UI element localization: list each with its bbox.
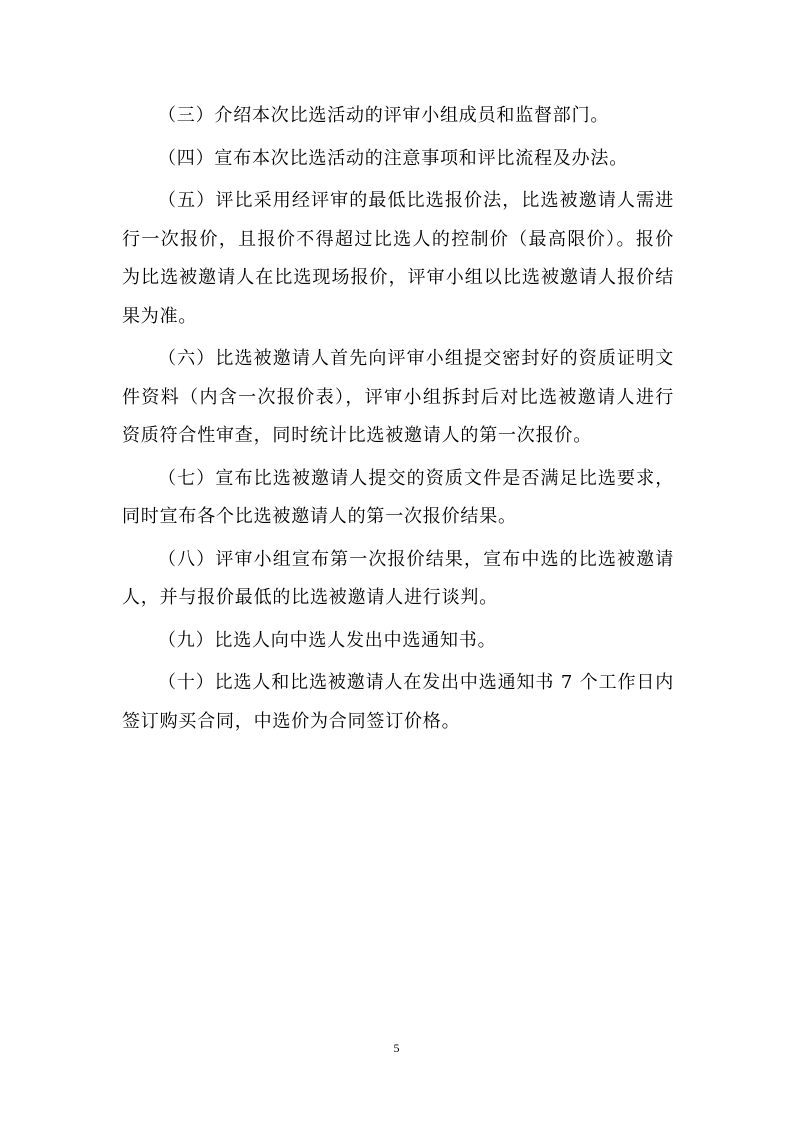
paragraph-item-6: （六）比选被邀请人首先向评审小组提交密封好的资质证明文件资料（内含一次报价表），评审小组拆封后对比选被邀请人进行资质符合性审查，同时统计比选被邀请人的第一次报价。 (122, 348, 674, 446)
paragraph-item-9: （九）比选人向中选人发出中选通知书。 (158, 629, 497, 651)
paragraph-item-8: （八）评审小组宣布第一次报价结果，宣布中选的比选被邀请人，并与报价最低的比选被邀请人进行谈判。 (122, 548, 674, 608)
paragraph-item-3: （三）介绍本次比选活动的评审小组成员和监督部门。 (158, 105, 610, 126)
paragraph-item-5: （五）评比采用经评审的最低比选报价法，比选被邀请人需进行一次报价，且报价不得超过比选人的控制价（最高限价）。报价为比选被邀请人在比选现场报价，评审小组以比选被邀请人报价结果为准。 (122, 190, 674, 327)
paragraph-item-7: （七）宣布比选被邀请人提交的资质文件是否满足比选要求，同时宣布各个比选被邀请人的第一次报价结果。 (122, 467, 674, 527)
paragraph-item-10: （十）比选人和比选被邀请人在发出中选通知书 7 个工作日内签订购买合同，中选价为合同签订价格。 (122, 672, 674, 732)
document-body (122, 97, 674, 745)
page-number: 5 (393, 1041, 400, 1055)
paragraph-item-4: （四）宣布本次比选活动的注意事项和评比流程及办法。 (158, 147, 628, 169)
